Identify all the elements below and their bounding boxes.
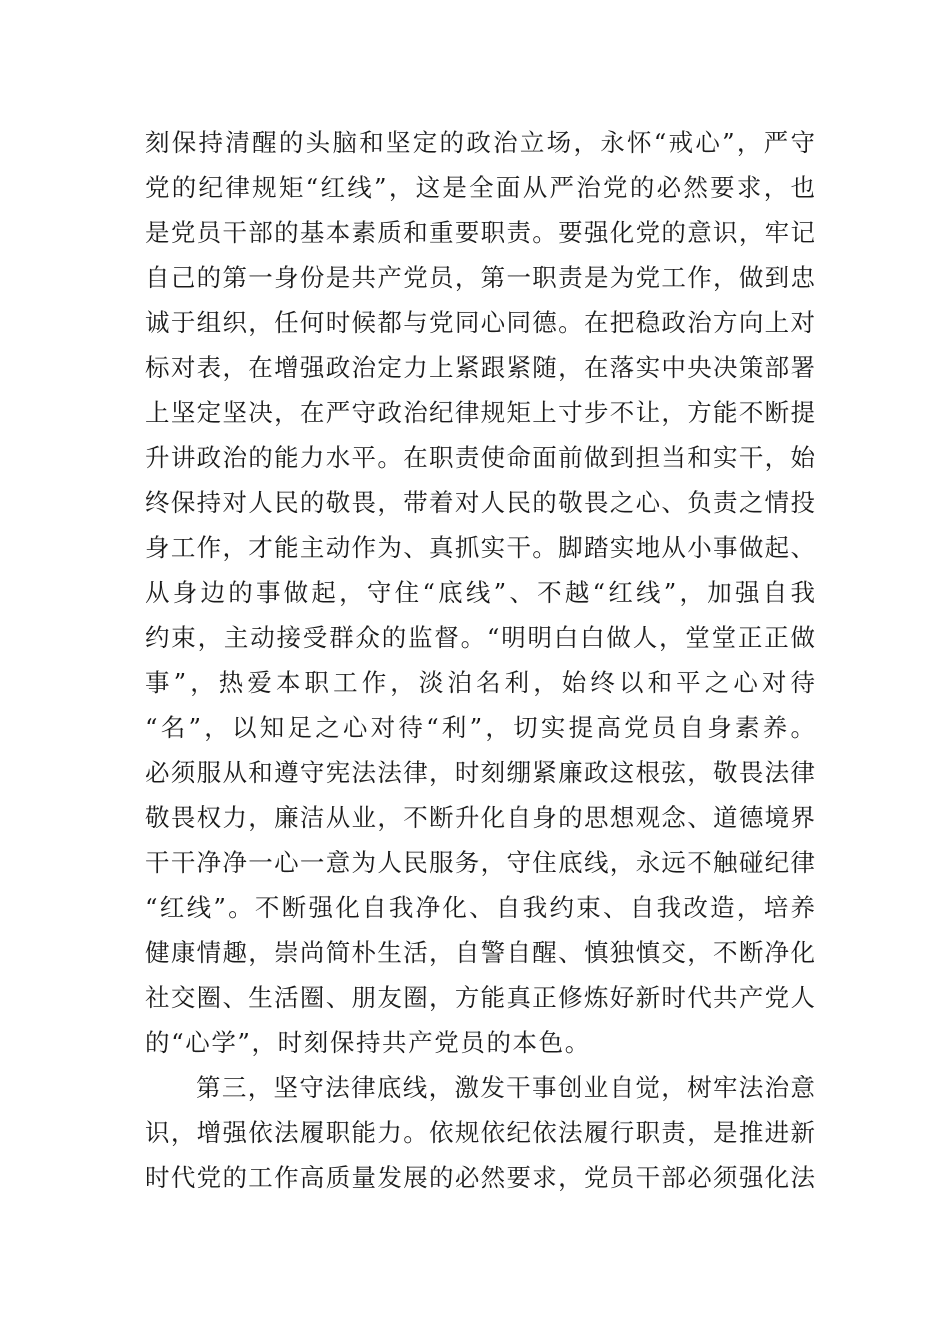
text-line: 约束，主动接受群众的监督。“明明白白做人，堂堂正正做: [145, 623, 815, 652]
text-line: 事”，热爱本职工作，淡泊名利，始终以和平之心对待: [145, 668, 815, 697]
paragraph-last-line: 的“心学”，时刻保持共产党员的本色。: [145, 1028, 591, 1057]
text-line: 标对表，在增强政治定力上紧跟紧随，在落实中央决策部署: [145, 353, 815, 382]
text-line: 上坚定坚决，在严守政治纪律规矩上寸步不让，方能不断提: [145, 398, 815, 427]
text-line: 是党员干部的基本素质和重要职责。要强化党的意识，牢记: [145, 218, 815, 247]
text-line: “红线”。不断强化自我净化、自我约束、自我改造，培养: [145, 893, 815, 922]
text-line: 刻保持清醒的头脑和坚定的政治立场，永怀“戒心”，严守: [145, 128, 815, 157]
text-line: 终保持对人民的敬畏，带着对人民的敬畏之心、负责之情投: [145, 488, 815, 517]
paragraph-first-line: 第三，坚守法律底线，激发干事创业自觉，树牢法治意: [196, 1073, 815, 1102]
text-line: 社交圈、生活圈、朋友圈，方能真正修炼好新时代共产党人: [145, 983, 815, 1012]
text-line: 干干净净一心一意为人民服务，守住底线，永远不触碰纪律: [145, 848, 815, 877]
text-line: 必须服从和遵守宪法法律，时刻绷紧廉政这根弦，敬畏法律: [145, 758, 815, 787]
text-line: 党的纪律规矩“红线”，这是全面从严治党的必然要求，也: [145, 173, 815, 202]
text-line: 身工作，才能主动作为、真抓实干。脚踏实地从小事做起、: [145, 533, 815, 562]
body-text: [145, 120, 815, 1200]
text-line: 识，增强依法履职能力。依规依纪依法履行职责，是推进新: [145, 1118, 815, 1147]
text-line: 从身边的事做起，守住“底线”、不越“红线”，加强自我: [145, 578, 815, 607]
text-line: 敬畏权力，廉洁从业，不断升化自身的思想观念、道德境界: [145, 803, 815, 832]
text-line: 诚于组织，任何时候都与党同心同德。在把稳政治方向上对: [145, 308, 815, 337]
text-line: 升讲政治的能力水平。在职责使命面前做到担当和实干，始: [145, 443, 815, 472]
text-line: 健康情趣，崇尚简朴生活，自警自醒、慎独慎交，不断净化: [145, 938, 815, 967]
text-line: 自己的第一身份是共产党员，第一职责是为党工作，做到忠: [145, 263, 815, 292]
text-line: “名”，以知足之心对待“利”，切实提高党员自身素养。: [145, 713, 815, 742]
text-line: 时代党的工作高质量发展的必然要求，党员干部必须强化法: [145, 1163, 815, 1192]
